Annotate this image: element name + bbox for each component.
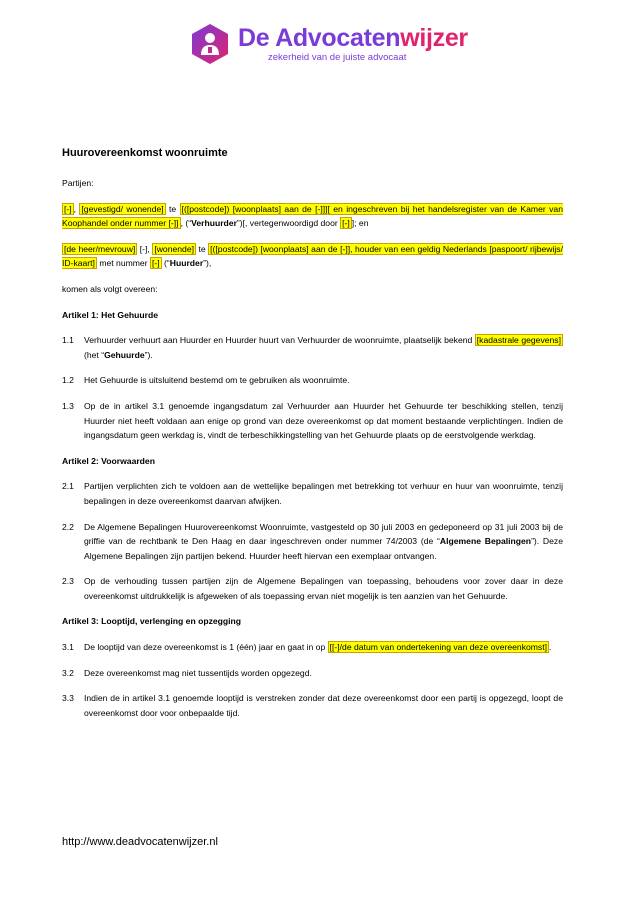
- logo-hexagon-icon: [188, 22, 232, 66]
- footer-url-link[interactable]: http://www.deadvocatenwijzer.nl: [62, 836, 218, 848]
- document-title: Huurovereenkomst woonruimte: [62, 147, 228, 159]
- placeholder-field[interactable]: [([postcode]) [woonplaats] aan de [-]]][ en ingeschreven bij het handelsregister van de Kamer van Koophandel onder nummer [-]]: [62, 203, 563, 229]
- article-3-heading: Artikel 3: Looptijd, verlenging en opzegging: [62, 616, 242, 627]
- article-1-heading: Artikel 1: Het Gehuurde: [62, 309, 158, 320]
- placeholder-field[interactable]: [gevestigd/ wonende]: [81, 203, 164, 214]
- placeholder-field[interactable]: [[-]/de datum van ondertekening van deze overeenkomst]: [329, 642, 548, 653]
- brand-tagline: zekerheid van de juiste advocaat: [268, 52, 407, 63]
- clause-3-2: 3.2 Deze overeenkomst mag niet tussentijds worden opgezegd.: [62, 667, 312, 678]
- clause-1-1: 1.1 Verhuurder verhuurt aan Huurder en Huurder huurt van Verhuurder de woonruimte, plaatselijk bekend [kadastrale gegevens] (het “Gehuurde”).: [62, 335, 561, 360]
- party-huurder: [de heer/mevrouw] [-], [wonende] te [([postcode]) [woonplaats] aan de [-]], houder van een geldig Nederlands [paspoort/ rijbewijs/ ID-kaart] met nummer [-] (“Huurder”),: [62, 243, 563, 269]
- clause-1-2: 1.2 Het Gehuurde is uitsluitend bestemd om te gebruiken als woonruimte.: [62, 375, 350, 386]
- komen-overeen: komen als volgt overeen:: [62, 283, 158, 294]
- party-verhuurder: [-] , [gevestigd/ wonende] te [([postcode]) [woonplaats] aan de [-]]][ en ingeschreven bij het handelsregister van de Kamer van Koophandel onder nummer [-]] , (“Verhuurder”)[, vertegenwoordigd door [-] ]; en: [62, 203, 563, 229]
- partijen-label: Partijen:: [62, 178, 94, 188]
- clause-2-2: 2.2 De Algemene Bepalingen Huurovereenkomst Woonruimte, vastgesteld op 30 juli 2003 en gedeponeerd op 31 juli 2003 bij de griffie van de rechtbank te Den Haag en daar ingeschreven onder nummer 74/2003 (de “Algemene Bepalingen”). Deze Algemene Bepalingen zijn partijen bekend. Huurder heeft hiervan een exemplaar ontvangen.: [62, 521, 563, 561]
- article-2-heading: Artikel 2: Voorwaarden: [62, 455, 155, 466]
- clause-1-3: 1.3 Op de in artikel 3.1 genoemde ingangsdatum zal Verhuurder aan Huurder het Gehuurde ter beschikking stellen, tenzij Huurder niet heeft voldaan aan enige op grond van deze overeenkomst op dat moment bestaande verplichtingen. Indien de ingangsdatum geen werkdag is, vindt de terbeschikkingstelling van het Gehuurde plaats op de eerstvolgende werkdag.: [62, 400, 563, 441]
- placeholder-field[interactable]: [de heer/mevrouw]: [64, 243, 136, 254]
- clause-2-1: 2.1 Partijen verplichten zich te voldoen aan de wettelijke bepalingen met betrekking tot verhuur en huur van woonruimte, tenzij bepalingen in deze overeenkomst daarvan afwijken.: [62, 481, 563, 506]
- clause-2-3: 2.3 Op de verhouding tussen partijen zijn de Algemene Bepalingen van toepassing, behoudens voor zover daar in deze overeenkomst uitdrukkelijk is afgeweken of als toepassing ervan niet mogelijk is ten aanzien van het Gehuurde.: [62, 576, 563, 601]
- placeholder-field[interactable]: [([postcode]) [woonplaats] aan de [-]], houder van een geldig Nederlands [paspoort/ rijbewijs/ ID-kaart]: [62, 243, 563, 269]
- placeholder-field[interactable]: [-]: [64, 203, 72, 214]
- clause-3-1: 3.1 De looptijd van deze overeenkomst is 1 (één) jaar en gaat in op [[-]/de datum van ondertekening van deze overeenkomst] .: [62, 642, 552, 653]
- brand-logo: [188, 22, 468, 66]
- clause-3-3: 3.3 Indien de in artikel 3.1 genoemde looptijd is verstreken zonder dat deze overeenkomst door een partij is opgezegd, loopt de overeenkomst door voor onbepaalde tijd.: [62, 693, 563, 718]
- placeholder-field[interactable]: [-]: [342, 218, 350, 229]
- document-body: [62, 146, 563, 731]
- placeholder-field[interactable]: [wonende]: [154, 243, 194, 254]
- brand-name: De Advocatenwijzer: [238, 24, 468, 52]
- placeholder-field[interactable]: [kadastrale gegevens]: [476, 335, 561, 346]
- placeholder-field[interactable]: [-]: [151, 258, 160, 269]
